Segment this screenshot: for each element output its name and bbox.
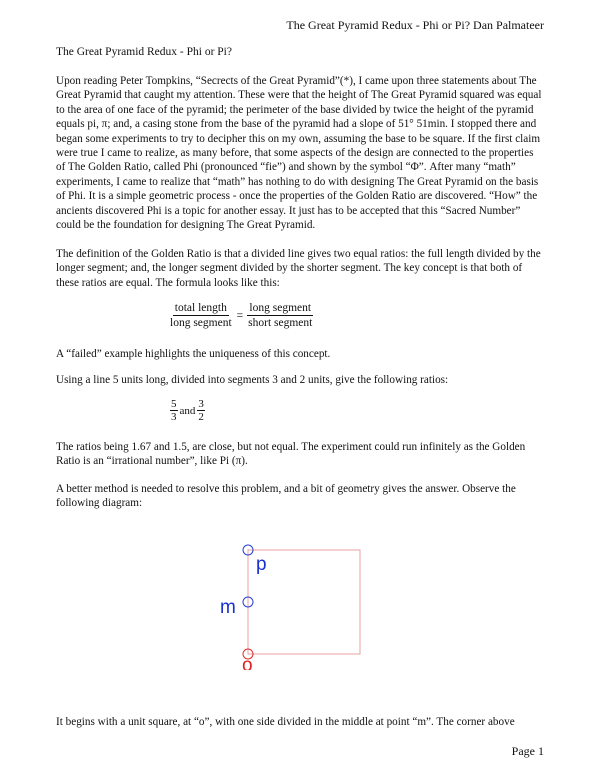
document-title: The Great Pyramid Redux - Phi or Pi? [56,46,232,58]
closing-paragraph: It begins with a unit square, at “o”, with one side divided in the middle at point “m”. The corner above [56,716,515,728]
ratio-first-numerator: 5 [171,398,177,410]
ratio-second-numerator: 3 [198,398,204,410]
line-example-paragraph: Using a line 5 units long, divided into segments 3 and 2 units, give the following ratios: [56,374,449,386]
ratios-comparison-paragraph: The ratios being 1.67 and 1.5, are close, but not equal. The experiment could run infinitely as the Golden Ratio is an “irrational number”, like Pi (π). [56,441,526,468]
formula-left-fraction [168,302,234,329]
ratio-second-denominator: 2 [198,411,204,423]
formula-left-denominator: long segment [170,317,232,329]
formula-right-fraction [246,302,314,329]
running-header: The Great Pyramid Redux - Phi or Pi? Dan Palmateer [286,18,544,32]
formula-right-numerator: long segment [249,302,312,314]
label-o: o [242,655,253,670]
formula-left-numerator: total length [174,302,227,314]
ratio-first-fraction [170,398,178,423]
label-m: m [220,597,236,618]
ratio-first-denominator: 3 [171,411,177,423]
failed-example-paragraph: A “failed” example highlights the uniqueness of this concept. [56,348,331,360]
ratio-example [170,398,205,423]
intro-paragraph: Upon reading Peter Tompkins, “Secrects of the Great Pyramid”(*), I came upon three statements about The Great Pyramid that caught my attention. These were that the height of The Great Pyramid squared was equal to the area of one face of the pyramid; the perimeter of the base divided by twice the height of the pyramid equals pi, π; and, a casing stone from the base of the pyramid had a slope of 51° 51min. I stopped there and began some experiments to try to decipher this on my own, assuming the base to be square. If the first claim were true I came to realize, as many before, that some aspects of the design are connected to the properties of The Golden Ratio, called Phi (pronounced “fie”) and shown by the symbol “Φ”. After many “math” experiments, I came to realize that “math” has nothing to do with designing The Great Pyramid on the basis of Phi. It is a simple geometric process - once the properties of the Golden Ratio are discovered. “How” the ancients discovered Phi is a topic for another essay. It just has to be accepted that this “Sacred Number” could be the foundation for designing The Great Pyramid. [56,75,542,232]
label-p: p [256,554,267,575]
better-method-paragraph: A better method is needed to resolve this problem, and a bit of geometry gives the answer. Observe the following diagram: [56,483,516,510]
golden-ratio-formula [168,302,314,329]
formula-equals: = [236,309,244,322]
page-number: Page 1 [511,744,544,758]
ratio-second-fraction [197,398,205,423]
formula-right-denominator: short segment [248,317,313,329]
unit-square-diagram [210,540,370,670]
ratio-joiner: and [179,404,196,417]
definition-paragraph: The definition of the Golden Ratio is that a divided line gives two equal ratios: the full length divided by the longer segment; and, the longer segment divided by the shorter segment. The key concept is that both of these ratios are equal. The formula looks like this: [56,248,541,289]
